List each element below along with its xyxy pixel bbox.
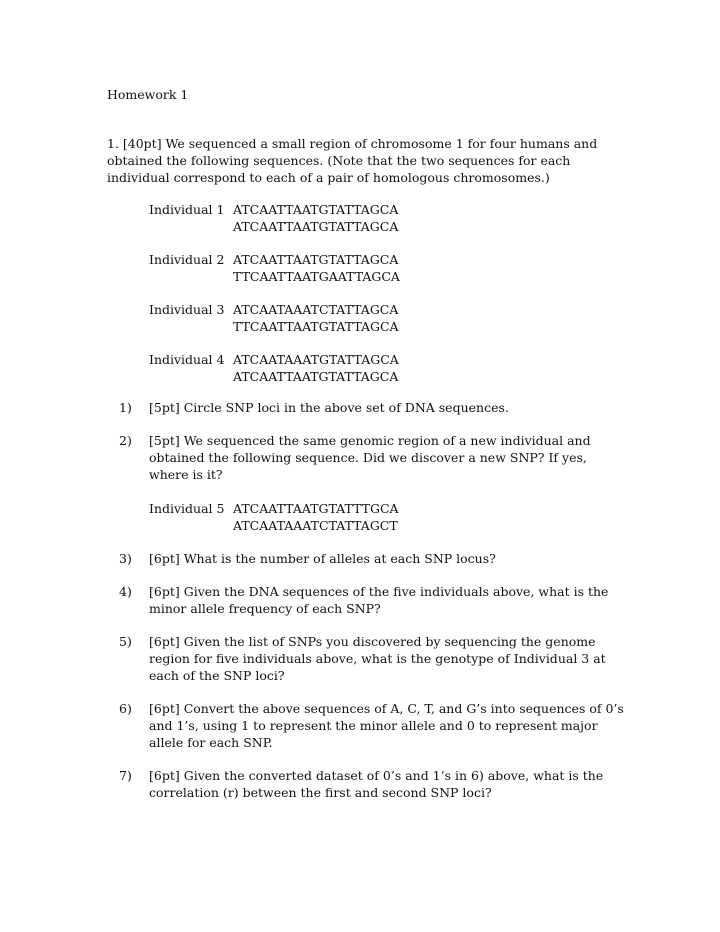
sequence: ATCAATAAATCTATTAGCA [233,302,399,317]
question-number: 1) [119,400,132,415]
question-number: 3) [119,551,132,566]
individuals-list [149,201,400,401]
question-text: [5pt] Circle SNP loci in the above set of DNA sequences. [149,400,509,415]
question-3 [107,550,627,567]
question-text: [6pt] Given the converted dataset of 0’s and 1’s in 6) above, what is the correlation (r) between the first and second SNP loci? [149,768,604,800]
question-4 [107,583,627,617]
sequence-pair [233,251,400,285]
sequence: ATCAATTAATGTATTAGCA [233,202,399,217]
individual-label: Individual 5 [149,501,225,516]
question-text: [6pt] Given the DNA sequences of the five individuals above, what is the minor allele frequency of each SNP? [149,584,609,616]
individual-3 [149,301,400,335]
individual-label: Individual 3 [149,302,225,317]
question-6 [107,700,627,751]
question-5 [107,633,627,684]
question-number: 5) [119,634,132,649]
sequence: ATCAATTAATGTATTAGCA [233,252,399,267]
sequence-pair [233,301,399,335]
sequence-pair [233,500,399,534]
question-text: [6pt] Given the list of SNPs you discovered by sequencing the genome region for five individuals above, what is the genotype of Individual 3 at each of the SNP loci? [149,634,606,683]
sequence: ATCAATTAATGTATTTGCA [233,501,399,516]
question-number: 4) [119,584,132,599]
sequence: ATCAATTAATGTATTAGCA [233,219,399,234]
problem-intro-text: 1. [40pt] We sequenced a small region of chromosome 1 for four humans and obtained the following sequences. (Note that the two sequences for each individual correspond to each of a pair of homologous chromosomes.) [107,136,598,185]
sequence-pair [233,201,398,235]
question-1 [107,399,627,416]
question-7 [107,767,627,801]
question-number: 6) [119,701,132,716]
sequence: ATCAATTAATGTATTAGCA [233,369,399,384]
individual-label: Individual 1 [149,202,225,217]
sequence: ATCAATAAATCTATTAGCT [233,518,398,533]
document-title: Homework 1 [107,87,189,102]
sequence-pair [233,351,399,385]
problem-intro [107,135,627,186]
sequence: TTCAATTAATGTATTAGCA [233,319,399,334]
individual-1 [149,201,400,235]
question-text: [6pt] Convert the above sequences of A, C, T, and G’s into sequences of 0’s and 1’s, using 1 to represent the minor allele and 0 to represent major allele for each SNP. [149,701,624,750]
question-number: 2) [119,433,132,448]
individual-2 [149,251,400,285]
individual-4 [149,351,400,385]
question-text: [5pt] We sequenced the same genomic region of a new individual and obtained the following sequence. Did we discover a new SNP? If yes, where is it? [149,433,591,482]
individual-label: Individual 2 [149,252,225,267]
sequence: TTCAATTAATGAATTAGCA [233,269,400,284]
questions-list [107,399,627,817]
question-number: 7) [119,768,132,783]
individual-label: Individual 4 [149,352,225,367]
question-text: [6pt] What is the number of alleles at each SNP locus? [149,551,496,566]
individual-5 [149,500,627,534]
sequence: ATCAATAAATGTATTAGCA [233,352,399,367]
question-2 [107,432,627,534]
